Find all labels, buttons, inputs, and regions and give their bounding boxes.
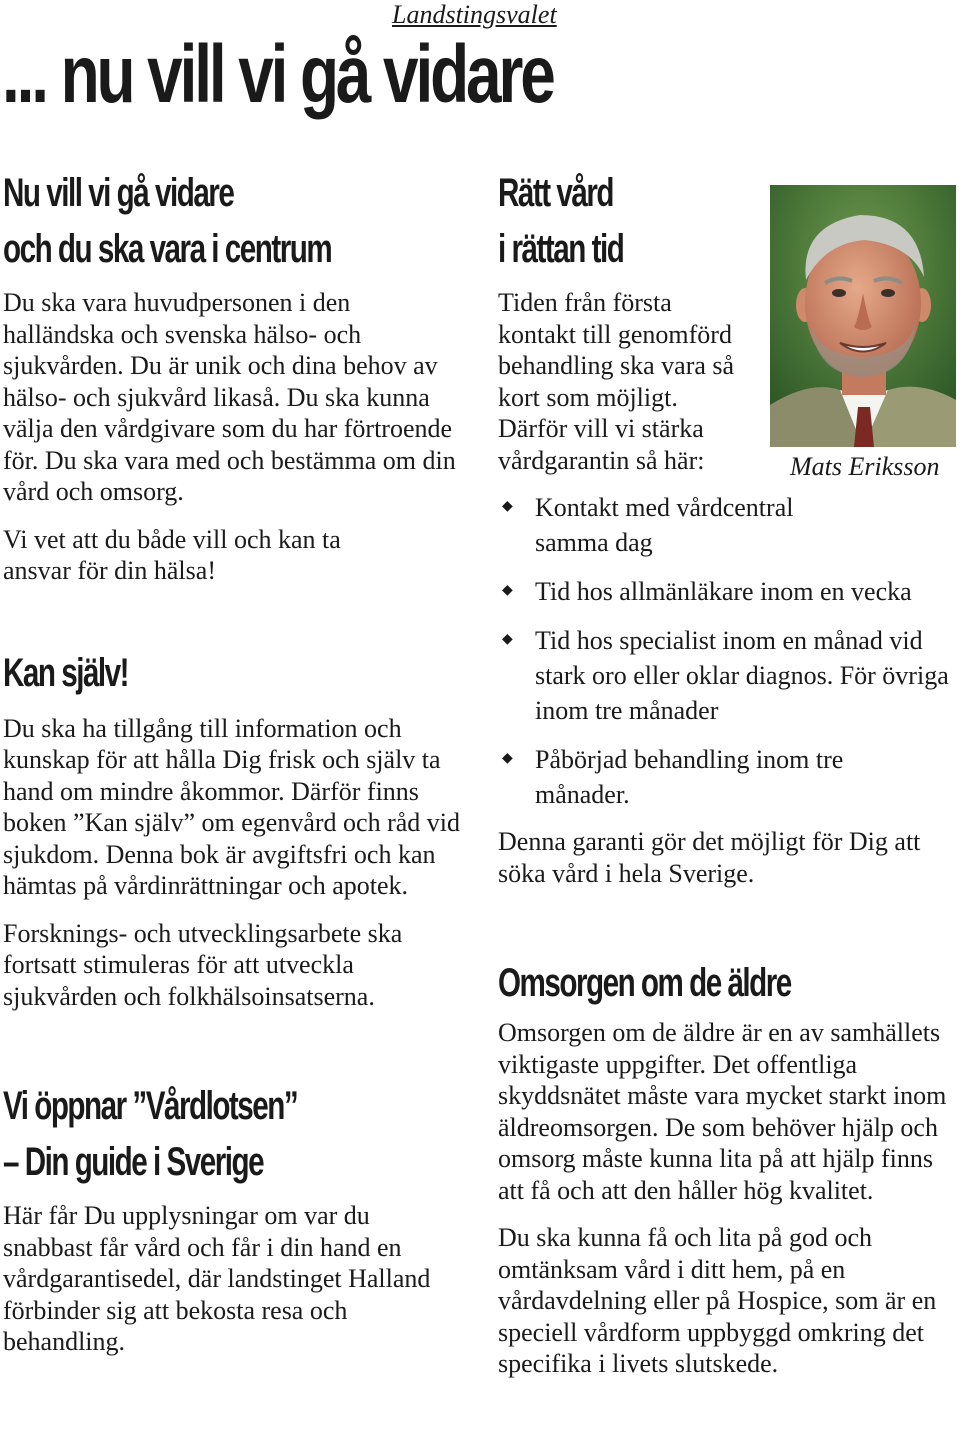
list-item <box>498 574 958 609</box>
paragraph-kan-sjalv: Du ska ha tillgång till information och kunskap för att hålla Dig frisk och själv ta hand om mindre åkommor. Därför finns boken ”Kan själv” om egenvård och råd vid sjukdom. Denna bok är avgiftsfri och kan hämtas på vårdinrättningar och apotek. <box>3 713 461 900</box>
paragraph-vardgaranti-intro: Tiden från första kontakt till genomförd behandling ska vara så kort som möjligt. Därför vill vi stärka vårdgarantin så här: <box>498 288 735 475</box>
heading-ratt-vard: Rätt vård <box>498 171 613 215</box>
paragraph-ansvar: Vi vet att du både vill och kan ta ansvar för din hälsa! <box>3 524 341 585</box>
paragraph-vardlotsen: Här får Du upplysningar om var du snabbast får vård och får i din hand en vårdgarantisedel, där landstinget Halland förbinder sig att bekosta resa och behandling. <box>3 1201 431 1356</box>
heading-din-guide: – Din guide i Sverige <box>3 1140 264 1184</box>
left-column <box>3 165 473 1358</box>
list-item <box>498 490 835 560</box>
list-item-text: Tid hos allmänläkare inom en vecka <box>535 577 912 606</box>
heading-nu-vill: Nu vill vi gå vidare <box>3 171 234 215</box>
paragraph-hospice: Du ska kunna få och lita på god och omtänksam vård i ditt hem, på en vårdavdelning eller på Hospice, som är en speciell vårdform uppbyggd omkring det specifika i livets slutskede. <box>498 1223 937 1378</box>
list-item-text: Kontakt med vårdcentral samma dag <box>535 493 794 557</box>
heading-centrum: och du ska vara i centrum <box>3 227 332 271</box>
vardgaranti-list <box>498 490 958 812</box>
heading-rattan-tid: i rättan tid <box>498 227 624 271</box>
section-kicker: Landstingsvalet <box>392 0 557 29</box>
heading-kan-sjalv: Kan själv! <box>3 650 129 695</box>
paragraph-omsorgen: Omsorgen om de äldre är en av samhällets viktigaste uppgifter. Det offentliga skyddsnätet måste vara mycket starkt inom äldreomsorgen. De som behöver hjälp och omsorg måste kunna lita på att hjälp finns att få och att den håller hög kvalitet. <box>498 1018 947 1205</box>
diamond-bullet-icon: ◆ <box>502 583 513 598</box>
list-item <box>498 623 958 728</box>
paragraph-huvudperson: Du ska vara huvudpersonen i den halländska och svenska hälso- och sjukvården. Du är unik och dina behov av hälso- och sjukvård likaså. Du ska kunna välja den vårdgivare som du har förtroende för. Du ska vara med och bestämma om din vård och omsorg. <box>3 288 456 506</box>
portrait-illustration <box>770 185 956 447</box>
diamond-bullet-icon: ◆ <box>502 499 513 514</box>
diamond-bullet-icon: ◆ <box>502 751 513 766</box>
page-title: ... nu vill vi gå vidare <box>2 29 553 120</box>
list-item-text: Tid hos specialist inom en månad vid stark oro eller oklar diagnos. För övriga inom tre månader <box>535 626 949 725</box>
list-item-text: Påbörjad behandling inom tre månader. <box>535 745 844 809</box>
portrait-photo <box>770 185 956 447</box>
photo-caption: Mats Eriksson <box>790 452 940 481</box>
diamond-bullet-icon: ◆ <box>502 632 513 647</box>
paragraph-garanti-sverige: Denna garanti gör det möjligt för Dig att söka vård i hela Sverige. <box>498 827 921 888</box>
list-item <box>498 742 935 812</box>
heading-vardlotsen: Vi öppnar ”Vårdlotsen” <box>3 1084 298 1128</box>
paragraph-forskning: Forsknings- och utvecklingsarbete ska fortsatt stimuleras för att utveckla sjukvården och folkhälsoinsatserna. <box>3 918 403 1011</box>
heading-omsorgen: Omsorgen om de äldre <box>498 961 791 1005</box>
